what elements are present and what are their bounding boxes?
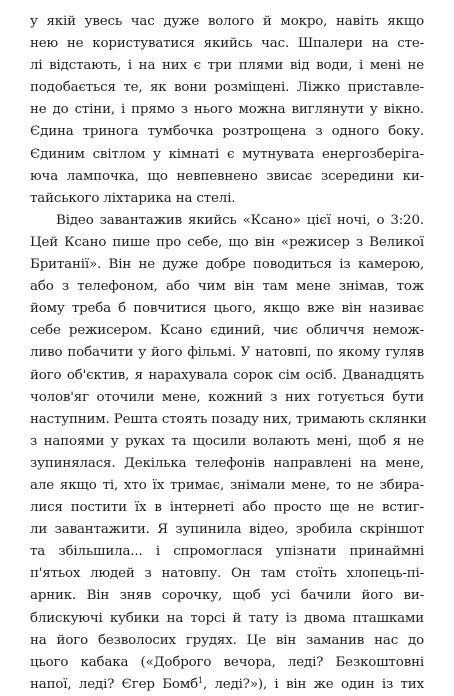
text-line: ли завантажити. Я зупинила відео, зробила скріншот — [30, 522, 424, 538]
text-line: ливо побачити у його фільмі. У натовпі, по якому гуляв — [30, 345, 424, 361]
text-line: Відео завантажив якийсь «Ксано» цієї ночі, о 3:20. — [56, 212, 424, 228]
text-line: подобається те, як вони розміщені. Ліжко приставле- — [30, 80, 424, 96]
text-line: з напоями у руках та щосили волають мені, щоб я не — [30, 433, 424, 449]
text-line: Єдина тринога тумбочка розтрощена з одного боку. — [30, 124, 424, 140]
text-line-with-footnote — [30, 674, 424, 696]
text-line: на його безволосих грудях. Це він заманив нас до — [30, 632, 424, 648]
text-line: Цей Ксано пише про себе, що він «режисер з Великої — [30, 234, 424, 250]
text-line: юча лампочка, що невпевнено звисає зсередини ки- — [30, 168, 424, 184]
paragraph-2 — [30, 210, 427, 696]
text-line: йому треба б повчитися цього, якщо вже він називає — [30, 301, 424, 317]
text-line: лися постити їх в інтернеті або просто ще не встиг- — [30, 500, 424, 516]
text-segment: , леді?»), і він же один із тих — [202, 676, 424, 692]
text-line: цього кабака («Доброго вечора, леді? Безкоштовні — [30, 654, 424, 670]
text-line: його об'єктив, я нарахувала сорок сім осіб. Дванадцять — [30, 367, 424, 383]
text-line: у якій увесь час дуже волого й мокро, навіть якщо — [30, 14, 424, 29]
text-line: зупинялася. Декілька телефонів направлені на мене, — [30, 455, 424, 471]
text-line: себе режисером. Ксано єдиний, чиє обличчя немож- — [30, 323, 424, 339]
text-line: Єдиним світлом у кімнаті є мутнувата енергозберіга- — [30, 146, 424, 162]
text-line: наступним. Решта стоять позаду них, тримають склянки — [30, 411, 427, 427]
text-line: арник. Він зняв сорочку, щоб усі бачили його ви- — [30, 588, 424, 604]
text-segment: напої, леді? Єгер Бомб — [30, 676, 198, 692]
footnote-marker[interactable]: 1 — [198, 675, 203, 685]
book-page — [30, 11, 427, 696]
paragraph-1 — [30, 11, 424, 210]
text-line: нею не користуватися якийсь час. Шпалери на сте- — [30, 36, 424, 52]
text-line: або з телефоном, або чим він там мене знімав, тож — [30, 279, 424, 295]
text-line: не до стіни, і прямо з нього можна виглянути у вікно. — [30, 102, 424, 118]
text-line: але якщо ті, хто їх тримає, знімали мене, то не збира- — [30, 477, 424, 493]
text-line: тайського ліхтарика на стелі. — [30, 190, 236, 206]
text-line: блискуючі кубики на торсі й тату із двома пташками — [30, 610, 424, 626]
text-line: Британії». Він не дуже добре поводиться із камерою, — [30, 257, 424, 273]
text-line: п'ятьох людей з натовпу. Он там стоїть хлопець-пі- — [30, 566, 424, 582]
text-line: чолов'яг оточили мене, кожний з них готується бути — [30, 389, 424, 405]
text-line: лі відстають, і на них є три плями від води, і мені не — [30, 58, 424, 74]
text-line: та збільшила... і спромоглася упізнати принаймні — [30, 544, 424, 560]
